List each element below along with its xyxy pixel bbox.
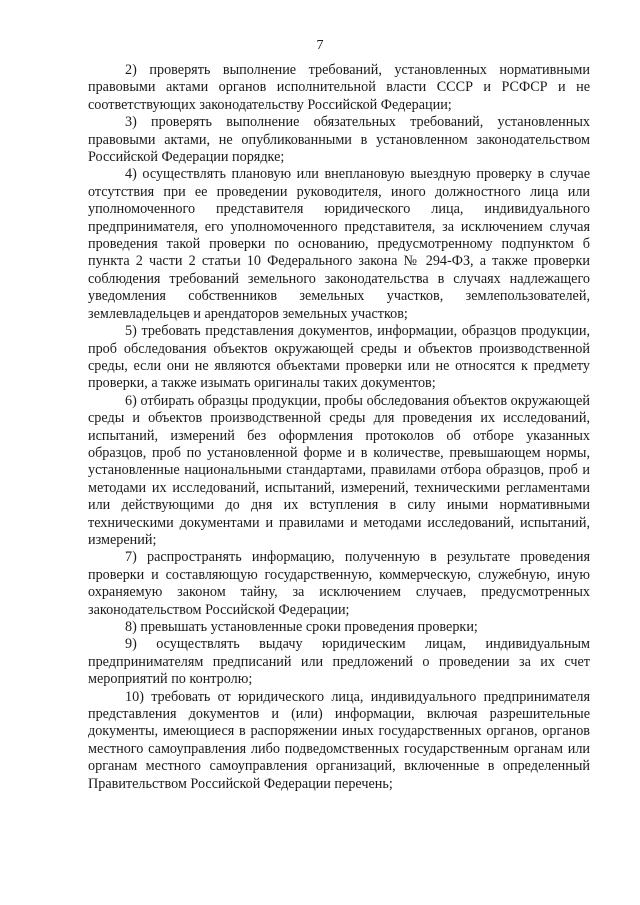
paragraph-item-4: 4) осуществлять плановую или внеплановую выездную проверку в случае отсутствия при ее проведении руководителя, иного должностного лица или уполномоченного представителя юридического лица, индивидуального предпринимателя, его уполномоченного представителя, за исключением случая проведения такой проверки по основанию, предусмотренному подпунктом б пункта 2 части 2 статьи 10 Федерального закона № 294-ФЗ, а также проверки соблюдения требований земельного законодательства в случаях надлежащего уведомления собственников земельных участков, землепользователей, землевладельцев и арендаторов земельных участков; [88,166,590,322]
paragraph-item-2: 2) проверять выполнение требований, установленных нормативными правовыми актами органов исполнительной власти СССР и РСФСР и не соответствующих законодательству Российской Федерации; [88,62,590,113]
page-number: 7 [316,38,324,53]
paragraph-item-7: 7) распространять информацию, полученную в результате проведения проверки и составляющую государственную, коммерческую, служебную, иную охраняемую законом тайну, за исключением случаев, предусмотренных законодательством Российской Федерации; [88,549,590,618]
paragraph-item-10: 10) требовать от юридического лица, индивидуального предпринимателя представления документов и (или) информации, включая разрешительные документы, имеющиеся в распоряжении иных государственных органов, органов местного самоуправления либо подведомственных государственным органам или органам местного самоуправления организаций, включенные в определенный Правительством Российской Федерации перечень; [88,688,590,792]
paragraph-item-9: 9) осуществлять выдачу юридическим лицам, индивидуальным предпринимателям предписаний или предложений о проведении за их счет мероприятий по контролю; [88,636,590,688]
paragraph-item-6: 6) отбирать образцы продукции, пробы обследования объектов окружающей среды и объектов производственной среды для проведения их исследований, испытаний, измерений без оформления протоколов об отборе указанных образцов, проб по установленной форме и в количестве, превышающем нормы, установленные национальными стандартами, правилами отбора образцов, проб и методами их исследований, испытаний, измерений, техническими регламентами или действующими до дня их вступления в силу иными нормативными техническими документами и правилами и методами исследований, испытаний, измерений; [88,392,590,548]
paragraph-item-3: 3) проверять выполнение обязательных требований, установленных правовыми актами, не опубликованными в установленном законодательством Российской Федерации порядке; [88,114,590,166]
paragraph-item-5: 5) требовать представления документов, информации, образцов продукции, проб обследования объектов окружающей среды и объектов производственной среды, если они не являются объектами проверки или не относятся к предмету проверки, а также изымать оригиналы таких документов; [88,323,590,392]
paragraph-item-8: 8) превышать установленные сроки проведения проверки; [125,619,478,635]
document-body [88,62,590,793]
